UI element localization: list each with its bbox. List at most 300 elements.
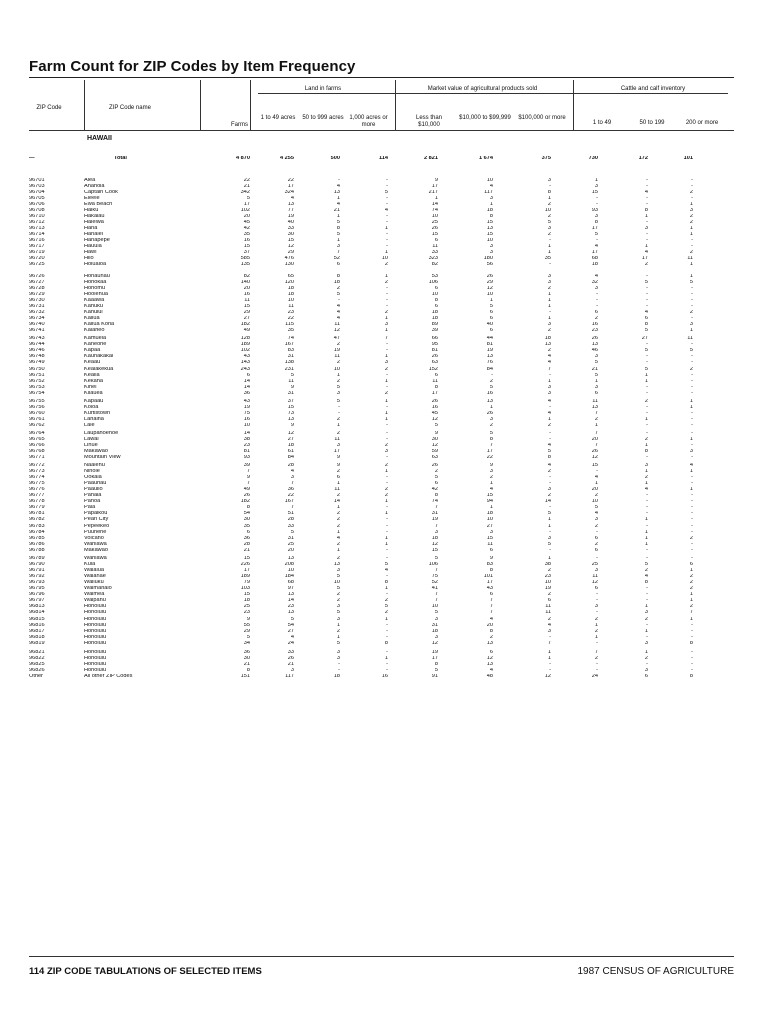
count-cell: 1 xyxy=(434,195,438,201)
count-cell: 11 xyxy=(244,297,250,303)
count-cell: - xyxy=(691,547,693,553)
count-cell: 10 xyxy=(287,567,294,573)
zip-cell: 96826 xyxy=(29,667,45,673)
name-cell: Pahoa xyxy=(84,498,101,504)
count-cell: 27 xyxy=(287,628,294,634)
count-cell: 19 xyxy=(287,213,294,219)
count-cell: 5 xyxy=(547,541,551,547)
count-cell: 1 xyxy=(594,634,598,640)
count-cell: - xyxy=(691,474,693,480)
count-cell: 5 xyxy=(384,561,388,567)
count-cell: 5 xyxy=(644,279,648,285)
count-cell: 4 xyxy=(547,353,551,359)
count-cell: 73 xyxy=(287,410,294,416)
count-cell: 2 xyxy=(594,524,598,529)
count-cell: 8 xyxy=(384,640,388,646)
count-cell: 83 xyxy=(287,347,294,353)
table-row xyxy=(29,262,693,268)
count-cell: 1 xyxy=(594,622,598,628)
count-cell: 22 xyxy=(287,493,294,498)
zip-cell: Other xyxy=(29,673,43,679)
count-cell: 20 xyxy=(243,213,250,219)
count-cell: 2 xyxy=(547,201,551,207)
count-cell: 2 xyxy=(336,431,340,436)
count-cell: 102 xyxy=(240,208,250,213)
count-cell: 2 xyxy=(547,468,551,474)
count-cell: 9 xyxy=(290,422,294,428)
count-cell: 18 xyxy=(333,673,340,679)
count-cell: - xyxy=(549,480,551,486)
count-cell: 12 xyxy=(431,640,438,646)
bottom-rule xyxy=(29,956,734,957)
name-cell: Mountain View xyxy=(84,454,121,460)
count-cell: 2 xyxy=(384,390,388,396)
zip-cell: 96779 xyxy=(29,504,45,510)
row-group xyxy=(29,493,693,523)
count-cell: 1 xyxy=(594,422,598,428)
count-cell: 1 xyxy=(689,468,693,474)
count-cell: 81 xyxy=(431,347,438,353)
count-cell: 8 xyxy=(384,579,388,585)
zip-cell: 96776 xyxy=(29,486,45,492)
count-cell: 4 xyxy=(489,617,493,622)
count-cell: 3 xyxy=(547,279,551,285)
count-cell: 7 xyxy=(594,431,598,436)
count-cell: - xyxy=(646,183,648,189)
count-cell: 74 xyxy=(431,498,438,504)
name-cell: Laie xyxy=(84,422,95,428)
count-cell: 2 xyxy=(336,524,340,529)
count-cell: 3 xyxy=(644,463,648,468)
count-cell: - xyxy=(691,378,693,384)
count-cell: 5 xyxy=(594,372,598,378)
zip-cell: 96817 xyxy=(29,628,45,634)
count-cell: 11 xyxy=(432,243,438,249)
count-cell: - xyxy=(386,347,388,353)
count-cell: - xyxy=(386,384,388,390)
count-cell: 1 xyxy=(336,238,340,243)
count-cell: 1 xyxy=(489,201,493,207)
zip-cell: 96705 xyxy=(29,195,45,201)
count-cell: 15 xyxy=(287,238,294,243)
count-cell: 4 xyxy=(547,463,551,468)
count-cell: 130 xyxy=(284,261,294,267)
count-cell: - xyxy=(646,231,648,237)
count-cell: - xyxy=(491,372,493,378)
count-cell: 15 xyxy=(243,243,250,249)
count-cell: 10 xyxy=(431,291,438,297)
count-cell: 5 xyxy=(336,231,340,237)
group-header-market: Market value of agricultural products sold xyxy=(427,86,538,92)
zip-cell: 96821 xyxy=(29,650,45,655)
name-cell: Waimanalo xyxy=(84,586,112,591)
count-cell: 3 xyxy=(489,416,493,422)
count-cell: 5 xyxy=(594,231,598,237)
count-cell: 17 xyxy=(431,390,438,396)
row-group xyxy=(29,463,693,493)
count-cell: 8 xyxy=(547,454,551,460)
name-cell: Holualoa xyxy=(84,261,107,267)
zip-cell: 96714 xyxy=(29,231,45,237)
row-group xyxy=(29,274,693,304)
count-cell: 3 xyxy=(336,442,340,448)
count-cell: 29 xyxy=(243,309,250,315)
count-cell: 1 xyxy=(384,416,388,422)
count-cell: 1 xyxy=(547,416,551,422)
count-cell: 1 xyxy=(384,378,388,384)
count-cell: 12 xyxy=(287,431,294,436)
count-cell: 43 xyxy=(243,399,250,404)
count-cell: 7 xyxy=(290,480,294,486)
count-cell: - xyxy=(691,422,693,428)
count-cell: 66 xyxy=(431,336,438,341)
count-cell: 208 xyxy=(284,561,294,567)
zip-cell: 96778 xyxy=(29,498,45,504)
zip-cell: 96726 xyxy=(29,274,45,279)
count-cell: 1 xyxy=(489,480,493,486)
count-cell: 1 xyxy=(384,541,388,547)
count-cell: 30 xyxy=(243,516,250,522)
count-cell: 1 xyxy=(336,529,340,535)
count-cell: 1 xyxy=(689,436,693,442)
count-cell: 14 xyxy=(243,431,250,436)
count-cell: 2 xyxy=(644,655,648,661)
count-cell: - xyxy=(691,622,693,628)
count-cell: 7 xyxy=(489,609,493,615)
count-cell: - xyxy=(596,640,598,646)
name-cell: Honomu xyxy=(84,285,106,291)
count-cell: 4 xyxy=(290,634,294,640)
count-cell: 1 xyxy=(384,510,388,516)
count-cell: - xyxy=(691,655,693,661)
count-cell: 16 xyxy=(431,404,438,410)
count-cell: 21 xyxy=(243,661,250,667)
count-cell: 2 xyxy=(384,486,388,492)
name-cell: Honolulu xyxy=(84,617,107,622)
count-cell: 21 xyxy=(591,367,598,372)
count-cell: 4 xyxy=(547,359,551,365)
count-cell: 1 xyxy=(547,243,551,249)
count-cell: 1 xyxy=(336,372,340,378)
count-cell: 2 xyxy=(547,422,551,428)
count-cell: - xyxy=(338,297,340,303)
count-cell: 2 xyxy=(336,468,340,474)
count-cell: - xyxy=(646,661,648,667)
col-header-cat-3: 200 or more xyxy=(685,120,719,126)
count-cell: 13 xyxy=(287,609,294,615)
count-cell: 2 xyxy=(689,603,693,609)
count-cell: 5 xyxy=(547,219,551,225)
count-cell: 231 xyxy=(284,367,294,372)
count-cell: - xyxy=(386,480,388,486)
zip-cell: 96719 xyxy=(29,249,45,255)
count-cell: 3 xyxy=(384,359,388,365)
table-row xyxy=(29,487,693,493)
count-cell: 1 xyxy=(644,480,648,486)
count-cell: 342 xyxy=(240,189,250,195)
count-cell: - xyxy=(386,431,388,436)
count-cell: 18 xyxy=(287,291,294,297)
count-cell: 3 xyxy=(434,617,438,622)
count-cell: 6 xyxy=(246,529,250,535)
count-cell: 7 xyxy=(547,640,551,646)
zip-cell: 96712 xyxy=(29,219,45,225)
count-cell: - xyxy=(386,524,388,529)
name-cell: Hoolehua xyxy=(84,291,108,297)
count-cell: 6 xyxy=(489,309,493,315)
count-cell: 82 xyxy=(431,261,438,267)
count-cell: 14 xyxy=(287,597,294,603)
count-cell: - xyxy=(596,291,598,297)
count-cell: - xyxy=(691,442,693,448)
count-cell: 2 xyxy=(594,628,598,634)
col-header-cat-2: 50 to 199 xyxy=(639,120,665,126)
count-cell: 6 xyxy=(489,650,493,655)
count-cell: 2 xyxy=(644,617,648,622)
total-dash: — xyxy=(29,156,35,161)
count-cell: 1 xyxy=(689,404,693,410)
count-cell: 323 xyxy=(428,255,438,261)
count-cell: 1 xyxy=(644,416,648,422)
count-cell: 12 xyxy=(591,579,598,585)
count-cell: 3 xyxy=(489,249,493,255)
count-cell: 12 xyxy=(333,327,340,333)
count-cell: 4 xyxy=(336,535,340,541)
name-cell: Eleele xyxy=(84,195,100,201)
cell: 4 255 xyxy=(280,156,294,161)
count-cell: 1 xyxy=(644,603,648,609)
count-cell: 3 xyxy=(594,353,598,359)
count-cell: 138 xyxy=(284,359,294,365)
count-cell: 7 xyxy=(384,336,388,341)
name-cell: Wahiawa xyxy=(84,556,107,561)
count-cell: 30 xyxy=(243,655,250,661)
zip-cell: 96785 xyxy=(29,535,45,541)
count-cell: 93 xyxy=(243,454,250,460)
count-cell: 6 xyxy=(594,390,598,396)
count-cell: - xyxy=(596,591,598,597)
count-cell: 35 xyxy=(243,231,250,237)
count-cell: 21 xyxy=(333,208,340,213)
zip-cell: 96706 xyxy=(29,201,45,207)
count-cell: 2 xyxy=(644,436,648,442)
col-divider xyxy=(250,80,251,130)
count-cell: - xyxy=(386,304,388,309)
count-cell: 1 xyxy=(384,399,388,404)
count-cell: 5 xyxy=(384,189,388,195)
count-cell: - xyxy=(596,195,598,201)
col-header-name: ZIP Code name xyxy=(109,105,151,111)
count-cell: 2 xyxy=(547,567,551,573)
table-row xyxy=(29,610,693,616)
count-cell: 18 xyxy=(431,309,438,315)
count-cell: 26 xyxy=(243,493,250,498)
name-cell: Honolulu xyxy=(84,622,107,628)
count-cell: 11 xyxy=(334,321,340,327)
zip-cell: 96751 xyxy=(29,372,45,378)
count-cell: 1 xyxy=(644,628,648,634)
count-cell: 1 xyxy=(547,315,551,321)
name-cell: Makawao xyxy=(84,448,108,454)
count-cell: 189 xyxy=(240,341,250,347)
count-cell: 1 xyxy=(384,617,388,622)
name-cell: Honaunau xyxy=(84,274,110,279)
name-cell: Aiea xyxy=(84,178,96,183)
count-cell: 8 xyxy=(689,640,693,646)
count-cell: 15 xyxy=(591,463,598,468)
count-cell: 1 xyxy=(547,304,551,309)
count-cell: 2 xyxy=(547,347,551,353)
count-cell: 81 xyxy=(486,341,493,347)
count-cell: 2 xyxy=(336,378,340,384)
zip-cell: 96790 xyxy=(29,561,45,567)
count-cell: 5 xyxy=(434,667,438,673)
count-cell: - xyxy=(646,510,648,516)
count-cell: 1 xyxy=(689,399,693,404)
count-cell: 1 xyxy=(336,622,340,628)
count-cell: 49 xyxy=(243,327,250,333)
count-cell: - xyxy=(596,468,598,474)
count-cell: 23 xyxy=(591,327,598,333)
count-cell: 1 xyxy=(384,274,388,279)
count-cell: 91 xyxy=(431,673,438,679)
count-cell: 3 xyxy=(547,535,551,541)
zip-cell: 96774 xyxy=(29,474,45,480)
count-cell: - xyxy=(646,195,648,201)
count-cell: 18 xyxy=(431,535,438,541)
count-cell: 12 xyxy=(486,655,493,661)
count-cell: 19 xyxy=(243,404,250,410)
count-cell: 2 xyxy=(547,327,551,333)
name-cell: Waianae xyxy=(84,573,106,579)
count-cell: 3 xyxy=(290,667,294,673)
count-cell: 5 xyxy=(689,279,693,285)
count-cell: 1 xyxy=(689,201,693,207)
count-cell: - xyxy=(691,183,693,189)
count-cell: 16 xyxy=(243,238,250,243)
count-cell: 167 xyxy=(284,498,294,504)
count-cell: 39 xyxy=(431,327,438,333)
name-cell: Kealia xyxy=(84,372,100,378)
row-group xyxy=(29,304,693,334)
name-cell: Honolulu xyxy=(84,603,107,609)
count-cell: 15 xyxy=(431,231,438,237)
count-cell: - xyxy=(691,195,693,201)
count-cell: 3 xyxy=(547,321,551,327)
count-cell: 3 xyxy=(547,390,551,396)
count-cell: 3 xyxy=(594,285,598,291)
count-cell: 2 xyxy=(547,213,551,219)
count-cell: - xyxy=(386,291,388,297)
name-cell: Hilo xyxy=(84,255,94,261)
footer-left: 114 ZIP CODE TABULATIONS OF SELECTED ITEMS xyxy=(29,966,262,977)
count-cell: 59 xyxy=(431,448,438,454)
name-cell: Papaikou xyxy=(84,510,108,516)
name-cell: Lihue xyxy=(84,442,98,448)
zip-cell: 96813 xyxy=(29,603,45,609)
count-cell: - xyxy=(549,474,551,480)
count-cell: - xyxy=(646,410,648,416)
count-cell: - xyxy=(596,529,598,535)
count-cell: 5 xyxy=(290,617,294,622)
count-cell: 7 xyxy=(489,442,493,448)
zip-cell: 96775 xyxy=(29,480,45,486)
row-group xyxy=(29,399,693,429)
count-cell: 8 xyxy=(489,436,493,442)
zip-cell: 96749 xyxy=(29,359,45,365)
count-cell: 2 xyxy=(384,367,388,372)
count-cell: 4 xyxy=(547,399,551,404)
count-cell: 1 xyxy=(644,378,648,384)
name-cell: Naalehu xyxy=(84,463,105,468)
count-cell: - xyxy=(549,261,551,267)
count-cell: - xyxy=(691,291,693,297)
count-cell: 2 xyxy=(336,493,340,498)
count-cell: 6 xyxy=(644,315,648,321)
zip-cell: 96744 xyxy=(29,341,45,347)
count-cell: 20 xyxy=(243,285,250,291)
count-cell: 4 xyxy=(689,463,693,468)
zip-cell: 96728 xyxy=(29,285,45,291)
count-cell: 97 xyxy=(287,586,294,591)
count-cell: 21 xyxy=(243,183,250,189)
count-cell: 6 xyxy=(336,261,340,267)
name-cell: Kekaha xyxy=(84,378,103,384)
count-cell: - xyxy=(596,304,598,309)
count-cell: 3 xyxy=(594,603,598,609)
count-cell: 18 xyxy=(431,315,438,321)
zip-cell: 96796 xyxy=(29,591,45,597)
count-cell: - xyxy=(386,341,388,347)
count-cell: 14 xyxy=(243,384,250,390)
count-cell: - xyxy=(691,297,693,303)
count-cell: 35 xyxy=(544,255,551,261)
count-cell: 1 xyxy=(644,243,648,249)
count-cell: 22 xyxy=(287,315,294,321)
count-cell: 31 xyxy=(431,510,438,516)
count-cell: 84 xyxy=(486,367,493,372)
count-cell: 3 xyxy=(434,529,438,535)
count-cell: 217 xyxy=(428,189,438,195)
count-cell: 7 xyxy=(594,442,598,448)
count-cell: 5 xyxy=(336,399,340,404)
zip-cell: 96791 xyxy=(29,567,45,573)
count-cell: 585 xyxy=(240,255,250,261)
count-cell: 10 xyxy=(544,579,551,585)
count-cell: 5 xyxy=(434,556,438,561)
count-cell: - xyxy=(691,556,693,561)
count-cell: - xyxy=(691,529,693,535)
zip-cell: 96822 xyxy=(29,655,45,661)
count-cell: - xyxy=(386,195,388,201)
count-cell: 43 xyxy=(243,353,250,359)
count-cell: 11 xyxy=(432,378,438,384)
name-cell: Laupahoehoe xyxy=(84,431,119,436)
name-cell: Hauula xyxy=(84,243,102,249)
count-cell: 3 xyxy=(644,640,648,646)
name-cell: Hanapepe xyxy=(84,238,110,243)
count-cell: 15 xyxy=(591,189,598,195)
count-cell: 4 xyxy=(594,510,598,516)
cell: 500 xyxy=(330,156,340,161)
zip-cell: 96786 xyxy=(29,541,45,547)
count-cell: - xyxy=(646,304,648,309)
count-cell: - xyxy=(646,219,648,225)
count-cell: 6 xyxy=(689,561,693,567)
top-rule xyxy=(29,77,734,78)
count-cell: 3 xyxy=(434,634,438,640)
count-cell: - xyxy=(386,219,388,225)
